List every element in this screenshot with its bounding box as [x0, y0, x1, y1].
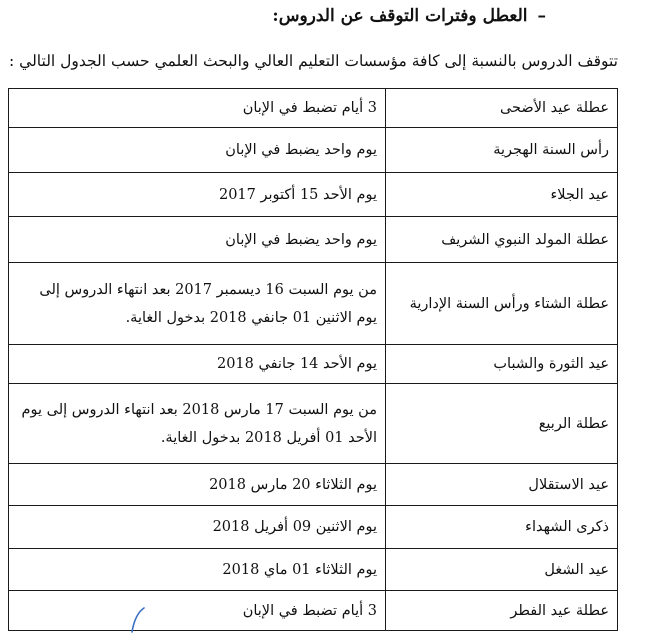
holidays-table: [8, 88, 618, 631]
holiday-name: عطلة المولد النبوي الشريف: [386, 217, 618, 263]
intro-paragraph: تتوقف الدروس بالنسبة إلى كافة مؤسسات التعليم العالي والبحث العلمي حسب الجدول التالي :: [9, 52, 618, 70]
table-row: [9, 217, 618, 263]
table-row: [9, 345, 618, 384]
holiday-name: عطلة عيد الأضحى: [386, 89, 618, 128]
holiday-name: عيد الاستقلال: [386, 464, 618, 506]
table-row: [9, 591, 618, 631]
holiday-period: 3 أيام تضبط في الإبان: [9, 591, 386, 631]
table-row: [9, 173, 618, 217]
pen-stroke-mark: [122, 606, 152, 633]
holiday-name: عطلة الشتاء ورأس السنة الإدارية: [386, 263, 618, 345]
holiday-period: يوم الأحد 14 جانفي 2018: [9, 345, 386, 384]
holiday-name: رأس السنة الهجرية: [386, 128, 618, 173]
holiday-period: يوم الأحد 15 أكتوبر 2017: [9, 173, 386, 217]
heading-text: العطل وفترات التوقف عن الدروس:: [272, 6, 528, 26]
holiday-period: يوم الثلاثاء 01 ماي 2018: [9, 549, 386, 591]
section-heading: [272, 6, 546, 26]
table-row: [9, 384, 618, 464]
holiday-period: يوم الاثنين 09 أفريل 2018: [9, 506, 386, 549]
heading-dash: –: [537, 6, 546, 26]
holiday-period: من يوم السبت 16 ديسمبر 2017 بعد انتهاء الدروس إلى يوم الاثنين 01 جانفي 2018 بدخول الغاية.: [9, 263, 386, 345]
table-row: [9, 128, 618, 173]
holiday-period: يوم واحد يضبط في الإبان: [9, 217, 386, 263]
table-row: [9, 549, 618, 591]
table-row: [9, 464, 618, 506]
holiday-period: يوم واحد يضبط في الإبان: [9, 128, 386, 173]
holiday-name: عيد الشغل: [386, 549, 618, 591]
holiday-period: من يوم السبت 17 مارس 2018 بعد انتهاء الدروس إلى يوم الأحد 01 أفريل 2018 بدخول الغاية.: [9, 384, 386, 464]
holiday-name: عيد الثورة والشباب: [386, 345, 618, 384]
holiday-name: عطلة عيد الفطر: [386, 591, 618, 631]
holiday-name: عيد الجلاء: [386, 173, 618, 217]
holiday-name: ذكرى الشهداء: [386, 506, 618, 549]
table-row: [9, 506, 618, 549]
table-row: [9, 89, 618, 128]
table-row: [9, 263, 618, 345]
holiday-period: يوم الثلاثاء 20 مارس 2018: [9, 464, 386, 506]
holiday-period: 3 أيام تضبط في الإبان: [9, 89, 386, 128]
holiday-name: عطلة الربيع: [386, 384, 618, 464]
